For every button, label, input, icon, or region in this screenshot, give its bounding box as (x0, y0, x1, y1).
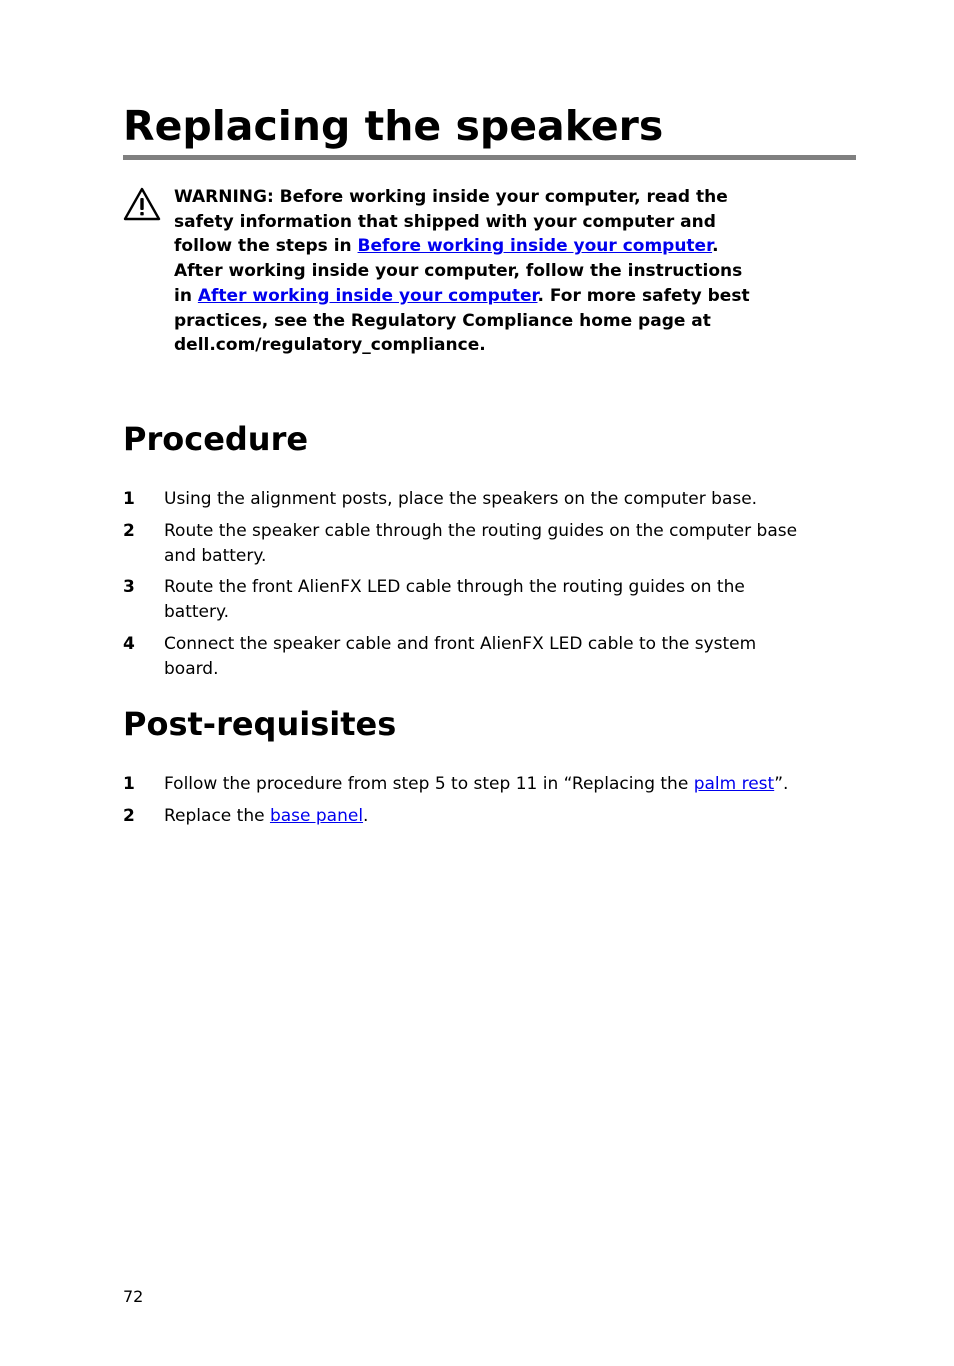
warning-text-fragment: follow the steps in (174, 236, 358, 257)
procedure-step (123, 519, 863, 569)
step-text: Route the speaker cable through the routing guides on the computer base (164, 520, 798, 541)
procedure-step (123, 632, 863, 682)
warning-text-fragment: . (712, 236, 719, 257)
title-underline-rule (123, 155, 856, 160)
step-text (164, 804, 863, 829)
warning-triangle-icon (123, 187, 161, 221)
post-requisite-step (123, 772, 863, 797)
step-text: battery. (164, 602, 230, 622)
warning-line: practices, see the Regulatory Compliance home page at (174, 310, 711, 331)
palm-rest-link[interactable]: palm rest (693, 774, 775, 794)
step-number: 3 (123, 577, 135, 597)
step-text-fragment: Replace the (164, 805, 270, 826)
warning-text-fragment: . For more safety best (537, 285, 750, 306)
step-text-fragment: Follow the procedure from step 5 to step 11 in “Replacing the (164, 774, 694, 794)
procedure-heading: Procedure (123, 420, 309, 458)
procedure-step (123, 575, 863, 625)
warning-line: After working inside your computer, follow the instructions (174, 261, 743, 282)
step-text (164, 772, 863, 797)
procedure-step (123, 487, 863, 512)
warning-text-fragment: in (174, 285, 198, 306)
warning-line (174, 234, 864, 259)
step-text: board. (164, 658, 219, 679)
step-text: Route the front AlienFX LED cable through the routing guides on the (164, 577, 745, 597)
page-number: 72 (123, 1287, 144, 1306)
warning-notice (174, 185, 864, 358)
step-number: 2 (123, 805, 135, 826)
post-requisites-heading: Post-requisites (123, 705, 397, 743)
warning-line: WARNING: Before working inside your computer, read the (174, 187, 728, 207)
before-working-link[interactable]: Before working inside your computer (357, 236, 713, 257)
post-requisite-step (123, 804, 863, 829)
warning-line (174, 284, 864, 309)
step-text-fragment: ”. (774, 774, 789, 794)
step-text-fragment: . (363, 805, 369, 826)
post-requisites-steps (123, 772, 863, 835)
base-panel-link[interactable]: base panel (269, 805, 364, 826)
warning-line: dell.com/regulatory_compliance. (174, 335, 486, 356)
page-title: Replacing the speakers (123, 102, 664, 150)
step-text: and battery. (164, 545, 267, 566)
step-number: 4 (123, 633, 135, 654)
procedure-steps (123, 487, 863, 688)
after-working-link[interactable]: After working inside your computer (197, 285, 538, 306)
step-number: 2 (123, 520, 135, 541)
step-text: Connect the speaker cable and front AlienFX LED cable to the system (164, 633, 757, 654)
step-text: Using the alignment posts, place the speakers on the computer base. (164, 489, 758, 509)
step-number: 1 (123, 489, 135, 509)
warning-line: safety information that shipped with your computer and (174, 211, 716, 232)
step-number: 1 (123, 774, 135, 794)
